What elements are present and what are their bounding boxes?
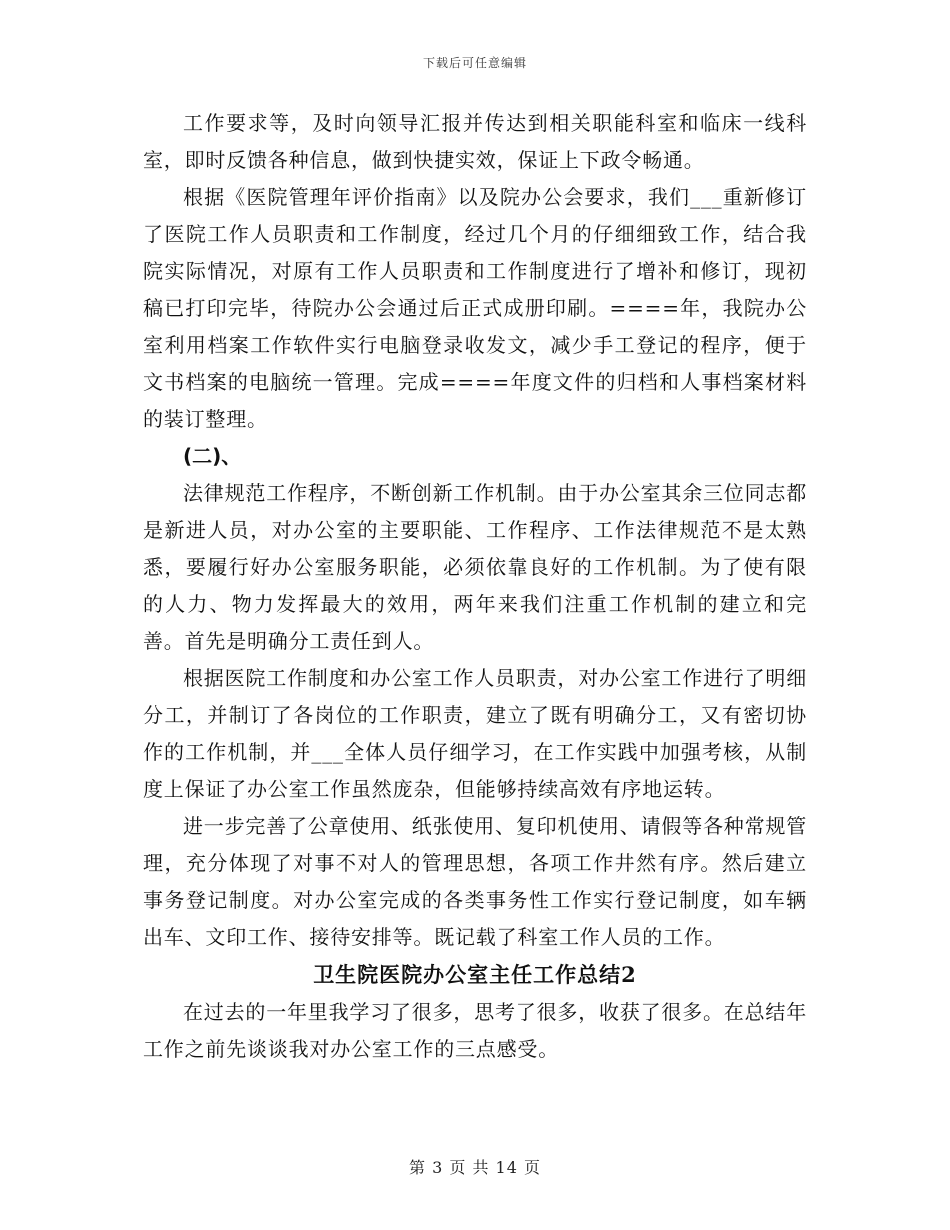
document-body [143, 105, 807, 1068]
section-title: 卫生院医院办公室主任工作总结2 [313, 962, 637, 987]
page-number-footer: 第 3 页 共 14 页 [409, 1158, 541, 1177]
paragraph-6: 在过去的一年里我学习了很多，思考了很多，收获了很多。在总结年工作之前先谈谈我对办公室工作的三点感受。 [143, 1000, 807, 1061]
paragraph-2: 根据《医院管理年评价指南》以及院办公会要求，我们___重新修订了医院工作人员职责和工作制度，经过几个月的仔细细致工作，结合我院实际情况，对原有工作人员职责和工作制度进行了增补和修订，现初稿已打印完毕，待院办公会通过后正式成册印刷。====年，我院办公室利用档案工作软件实行电脑登录收发文，减少手工登记的程序，便于文书档案的电脑统一管理。完成====年度文件的归档和人事档案材料的装订整理。 [143, 185, 807, 431]
subheading-2: (二)、 [183, 444, 242, 468]
paragraph-3: 法律规范工作程序，不断创新工作机制。由于办公室其余三位同志都是新进人员，对办公室的主要职能、工作程序、工作法律规范不是太熟悉，要履行好办公室服务职能，必须依靠良好的工作机制。为了使有限的人力、物力发挥最大的效用，两年来我们注重工作机制的建立和完善。首先是明确分工责任到人。 [143, 481, 807, 653]
paragraph-5: 进一步完善了公章使用、纸张使用、复印机使用、请假等各种常规管理，充分体现了对事不对人的管理思想，各项工作井然有序。然后建立事务登记制度。对办公室完成的各类事务性工作实行登记制度，如车辆出车、文印工作、接待安排等。既记载了科室工作人员的工作。 [143, 814, 807, 949]
paragraph-1: 工作要求等，及时向领导汇报并传达到相关职能科室和临床一线科室，即时反馈各种信息，做到快捷实效，保证上下政令畅通。 [143, 111, 807, 172]
header-note: 下载后可任意编辑 [422, 56, 527, 70]
paragraph-4: 根据医院工作制度和办公室工作人员职责，对办公室工作进行了明细分工，并制订了各岗位的工作职责，建立了既有明确分工，又有密切协作的工作机制，并___全体人员仔细学习，在工作实践中加强考核，从制度上保证了办公室工作虽然庞杂，但能够持续高效有序地运转。 [143, 666, 807, 801]
